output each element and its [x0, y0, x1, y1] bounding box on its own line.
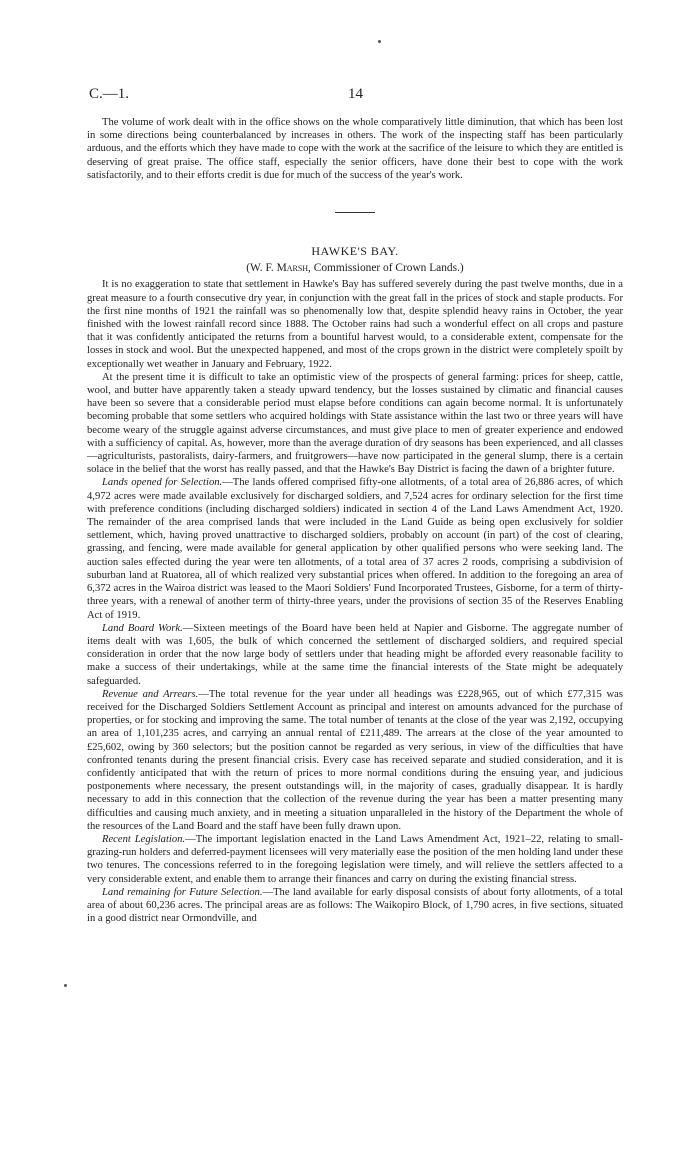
paragraph-heading: Lands opened for Selection.: [102, 477, 223, 489]
author-suffix: , Commissioner of Crown Lands.): [308, 262, 464, 275]
paragraph-text: —The lands offered comprised fifty-one allotments, of a total area of 26,886 acres, of which 4,972 acres were made available exclusively for discharged soldiers, and 7,524 acres for ordinary selection for the first time with preference conditions (including discharged soldiers) indicated in section 4 of the Land Laws Amendment Act, 1920. The remainder of the area comprised lands that were included in the Land Guide as being open exclusively for soldier settlement, which, having proved unattractive to discharged soldiers, probably on account (in part) of the cost of clearing, grassing, and fencing, were made available for general application by other qualified persons who were seeking land. The auction sales effected during the year were ten allotments, of a total area of 37 acres 2 roods, comprising a subdivision of suburban land at Ruatorea, all of which realized very substantial prices when offered. In addition to the foregoing an area of 6,372 acres in the Wairoa district was leased to the Maori Soldiers' Fund Incorporated Trustees, Gisborne, for a term of thirty-three years, with a renewal of another term of thirty-three years, under the provisions of section 35 of the Reserves Enabling Act of 1919.: [87, 477, 623, 621]
paragraph-lands-opened: [87, 476, 623, 621]
paragraph-heading: Land Board Work.: [102, 622, 183, 634]
paragraph-future-selection: [87, 886, 623, 926]
document-reference: C.—1.: [89, 86, 130, 102]
scan-speck: [378, 40, 381, 43]
section-divider: [335, 212, 375, 213]
paragraph-heading: Recent Legislation.: [102, 833, 186, 845]
paragraph-land-board-work: [87, 622, 623, 688]
page-header: [89, 86, 622, 106]
paragraph-text: At the present time it is difficult to take an optimistic view of the prospects of general farming: prices for sheep, cattle, wool, and butter have apparently taken a steady upward tendency, but the losses sustained by climatic and financial causes have been so severe that a considerable period must elapse before conditions can again become normal. It is unfortunately becoming probable that some settlers who acquired holdings with State assistance within the last two or three years will have become weary of the struggle against adverse circumstances, and must give place to men of greater experience and endowed with a sufficiency of capital. As, however, more than the average duration of dry seasons has been experienced, and all classes—agriculturists, pastoralists, dairy-farmers, and fruitgrowers—have now participated in the general slump, there is a certain solace in the belief that the worst has really passed, and that the Hawke's Bay District is facing the dawn of a brighter future.: [87, 371, 623, 476]
section-author: [87, 262, 623, 275]
paragraph-text: It is no exaggeration to state that settlement in Hawke's Bay has suffered severely during the past twelve months, due in a great measure to a fourth consecutive dry year, in conjunction with the great fall in the prices of stock and staple products. For the first nine months of 1921 the rainfall was so phenomenally low that, despite splendid heavy rains in October, the year finished with the lowest rainfall record since 1888. The October rains had such a wonderful effect on all crops and pasture that it was confidently anticipated the returns from a bountiful harvest would, to a considerable extent, compensate for the losses in stock and wool. But the unexpected happened, and most of the crops grown in the district were completely spoilt by exceptionally wet weather in January and February, 1922.: [87, 279, 623, 370]
section-title: HAWKE'S BAY.: [311, 244, 399, 259]
paragraph-heading: Land remaining for Future Selection.: [102, 886, 263, 898]
scan-speck: [64, 984, 67, 987]
paragraph-settlement: [87, 278, 623, 370]
page-body: [87, 116, 623, 925]
paragraph-revenue-arrears: [87, 688, 623, 833]
author-surname: Marsh: [276, 262, 309, 275]
paragraph-prospects: [87, 371, 623, 477]
author-prefix: (W. F.: [246, 262, 277, 275]
paragraph-recent-legislation: [87, 833, 623, 886]
intro-paragraph: The volume of work dealt with in the office shows on the whole comparatively little diminution, that which has been lost in some directions being counterbalanced by increases in others. The work of the inspecting staff has been particularly arduous, and the efforts which they have made to cope with the work at the sacrifice of the leisure to which they are entitled is deserving of great praise. The office staff, especially the senior officers, have done their best to cope with the work satisfactorily, and to their efforts credit is due for much of the success of the year's work.: [87, 117, 623, 181]
paragraph-heading: Revenue and Arrears.: [102, 688, 199, 700]
paragraph-text: —Sixteen meetings of the Board have been held at Napier and Gisborne. The aggregate number of items dealt with was 1,605, the bulk of which concerned the settlement of discharged soldiers, and required special consideration in order that the now large body of settlers under that heading might be afforded every reasonable facility to make a success of their undertakings, while at the same time the financial interests of the State might be adequately safeguarded.: [87, 622, 623, 687]
paragraph-text: —The total revenue for the year under all headings was £228,965, out of which £77,315 was received for the Discharged Soldiers Settlement Account as principal and interest on amounts advanced for the purchase of properties, or for stocking and improving the same. The total number of tenants at the close of the year was 2,192, occupying an area of 1,101,235 acres, and carrying an annual rental of £211,489. The arrears at the close of the year amounted to £25,602, owing by 360 selectors; but the position cannot be regarded as very serious, in view of the difficulties that have confronted tenants during the present financial crisis. Every case has received separate and studied consideration, and it is confidently anticipated that with the return of prices to more normal conditions during the ensuing year, and judicious postponements where necessary, the present outstandings will, in the majority of cases, gradually disappear. It is hardly necessary to add in this connection that the collection of the revenue during the year has been a matter presenting many difficulties and causing much anxiety, and in meeting a situation unparalleled in the history of the Department the whole of the resources of the Land Board and the staff have been fully drawn upon.: [87, 688, 623, 832]
paragraph-text: —The land available for early disposal consists of about forty allotments, of a total area of about 60,236 acres. The principal areas are as follows: The Waikopiro Block, of 1,790 acres, in five sections, situated in a good district near Ormondville, and: [87, 886, 624, 925]
page-number: 14: [348, 86, 363, 102]
paragraph-text: —The important legislation enacted in the Land Laws Amendment Act, 1921–22, relating to small-grazing-run holders and deferred-payment licensees will very materially ease the position of the men holding land under these two tenures. The concessions referred to in the foregoing legislation were timely, and will relieve the settlers affected to a very considerable extent, and enable them to arrange their finances and carry on during the existing financial stress.: [87, 833, 623, 885]
